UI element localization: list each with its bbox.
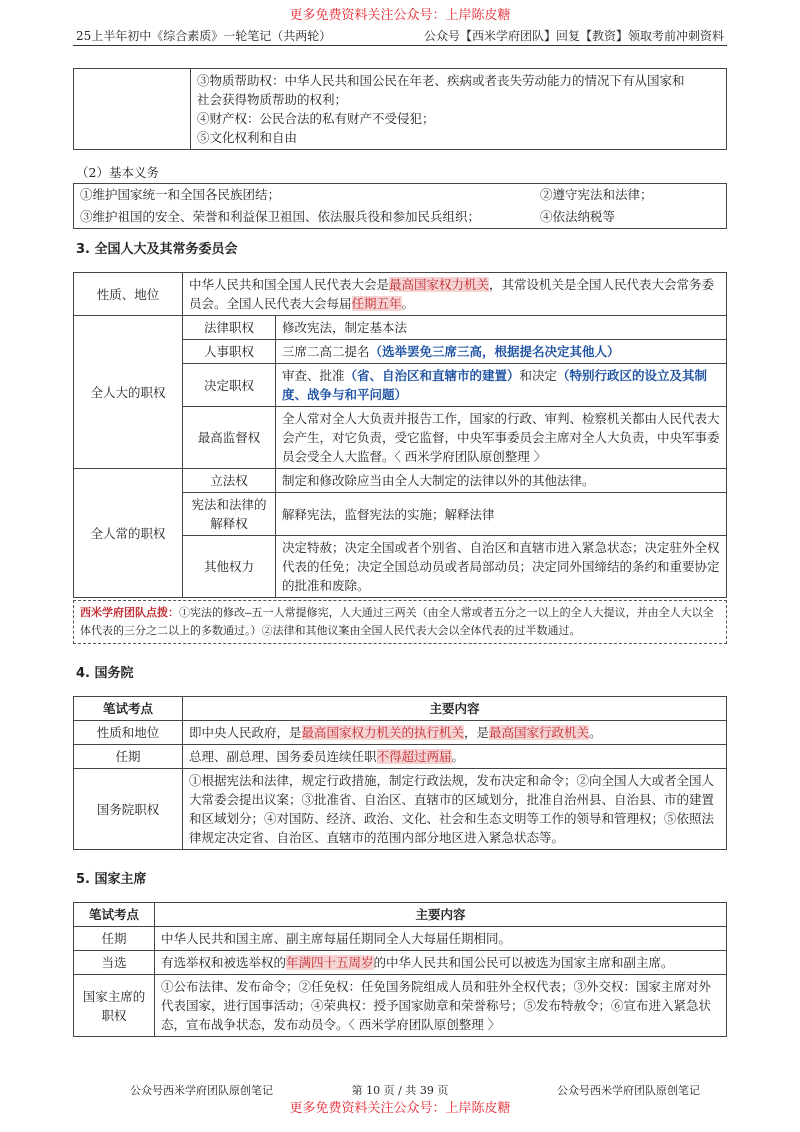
page-number: 第 10 页 / 共 39 页 (351, 1084, 449, 1097)
npc-table (73, 272, 727, 598)
col-header: 主要内容 (183, 697, 727, 721)
power-name: 立法权 (183, 469, 276, 493)
power-text: 三席二高二提名（选举罢免三席三高，根据提名决定其他人） (276, 340, 727, 364)
tip-text: ①宪法的修改—五一人常提修宪，人大通过三两关（由全人常或者五分之一以上的全人大提议，并由全人大以全体代表的三分之二以上的多数通过。）②法律和其他议案由全国人民代表大会以全体代表的过半数通过。 (80, 606, 714, 637)
power-text: 全人常对全人大负责并报告工作，国家的行政、审判、检察机关都由人民代表大会产生，对它负责，受它监督，中央军事委员会主席对全人大负责，中央军事委员会受全人大监督。〈 西米学府团队原创整理 〉 (276, 407, 727, 469)
row-content: 中华人民共和国主席、副主席每届任期同全人大每届任期相同。 (155, 927, 727, 951)
power-text: 制定和修改除应当由全人大制定的法律以外的其他法律。 (276, 469, 727, 493)
row-label: 当选 (74, 951, 155, 975)
power-name: 决定职权 (183, 364, 276, 407)
nature-content: 中华人民共和国全国人民代表大会是最高国家权力机关，其常设机关是全国人民代表大会常务委员会。全国人民代表大会每届任期五年。 (183, 273, 727, 316)
section-5-title: 5. 国家主席 (76, 872, 147, 887)
top-banner: 更多免费资料关注公众号：上岸陈皮糖 (289, 8, 511, 23)
row-label: 国家主席的职权 (74, 975, 155, 1037)
tip-box (73, 600, 727, 644)
duty-item: ①维护国家统一和全国各民族团结； (80, 187, 281, 202)
header-divider (73, 45, 727, 46)
row-content: ①公布法律、发布命令；②任免权：任免国务院组成人员和驻外全权代表；③外交权：国家主席对外代表国家，进行国事活动；④荣典权：授予国家勋章和荣誉称号；⑤发布特赦令；⑥宣布进入紧急状态，宣布战争状态，发布动员令。〈 西米学府团队原创整理 〉 (155, 975, 727, 1037)
row-content: 有选举权和被选举权的年满四十五周岁的中华人民共和国公民可以被选为国家主席和副主席。 (155, 951, 727, 975)
row-content: 即中央人民政府，是最高国家权力机关的执行机关，是最高国家行政机关。 (183, 721, 727, 745)
col-header: 笔试考点 (74, 903, 155, 927)
row-label: 国务院职权 (74, 769, 183, 850)
power-name: 法律职权 (183, 316, 276, 340)
col-header: 笔试考点 (74, 697, 183, 721)
power-text: 修改宪法，制定基本法 (276, 316, 727, 340)
header-right: 公众号【西米学府团队】回复【教资】领取考前冲刺资料 (423, 29, 724, 43)
state-council-table (73, 696, 727, 850)
power-name: 人事职权 (183, 340, 276, 364)
footer-right: 公众号西米学府团队原创笔记 (557, 1084, 700, 1097)
power-text: 解释宪法，监督宪法的实施；解释法律 (276, 493, 727, 536)
power-name: 最高监督权 (183, 407, 276, 469)
row-label: 任期 (74, 927, 155, 951)
row-label: 性质和地位 (74, 721, 183, 745)
duty-item: ③维护祖国的安全、荣誉和利益保卫祖国、依法服兵役和参加民兵组织； (80, 209, 481, 224)
footer-left: 公众号西米学府团队原创笔记 (130, 1084, 273, 1097)
power-text: 决定特赦；决定全国或者个别省、自治区和直辖市进入紧急状态；决定驻外全权代表的任免；决定全国总动员或者局部动员；决定同外国缔结的条约和重要协定的批准和废除。 (276, 536, 727, 598)
section-4-title: 4. 国务院 (76, 666, 134, 681)
header-left: 25上半年初中《综合素质》一轮笔记（共两轮） (76, 29, 332, 43)
row-content: ①根据宪法和法律，规定行政措施，制定行政法规，发布决定和命令；②向全国人大或者全国人大常委会提出议案；③批准省、自治区、直辖市的区域划分，批准自治州县、自治县、市的建置和区域划分；④对国防、经济、政治、文化、社会和生态文明等工作的领导和管理权；⑤依照法律规定决定省、自治区、直辖市的范围内部分地区进入紧急状态等。 (183, 769, 727, 850)
npcsc-powers-label: 全人常的职权 (74, 469, 183, 598)
tip-label: 西米学府团队点拨： (80, 606, 179, 619)
rights-continuation-table (73, 68, 727, 150)
npc-powers-label: 全人大的职权 (74, 316, 183, 469)
power-text: 审查、批准（省、自治区和直辖市的建置）和决定（特别行政区的设立及其制度、战争与和平问题） (276, 364, 727, 407)
duty-item: ④依法纳税等 (540, 209, 616, 224)
duty-item: ②遵守宪法和法律； (540, 187, 653, 202)
row-label: 任期 (74, 745, 183, 769)
nature-label: 性质、地位 (74, 273, 183, 316)
bottom-banner: 更多免费资料关注公众号：上岸陈皮糖 (289, 1101, 511, 1116)
president-table (73, 902, 727, 1037)
col-header: 主要内容 (155, 903, 727, 927)
section-3-title: 3. 全国人大及其常务委员会 (76, 242, 238, 257)
power-name: 其他权力 (183, 536, 276, 598)
duties-table (73, 183, 727, 229)
power-name: 宪法和法律的解释权 (183, 493, 276, 536)
duties-title: （2）基本义务 (76, 165, 159, 180)
rights-cell: ③物质帮助权：中华人民共和国公民在年老、疾病或者丧失劳动能力的情况下有从国家和 社会获得物质帮助的权利； ④财产权：公民合法的私有财产不受侵犯； ⑤文化权利和自由 (191, 69, 727, 150)
row-content: 总理、副总理、国务委员连续任职不得超过两届。 (183, 745, 727, 769)
